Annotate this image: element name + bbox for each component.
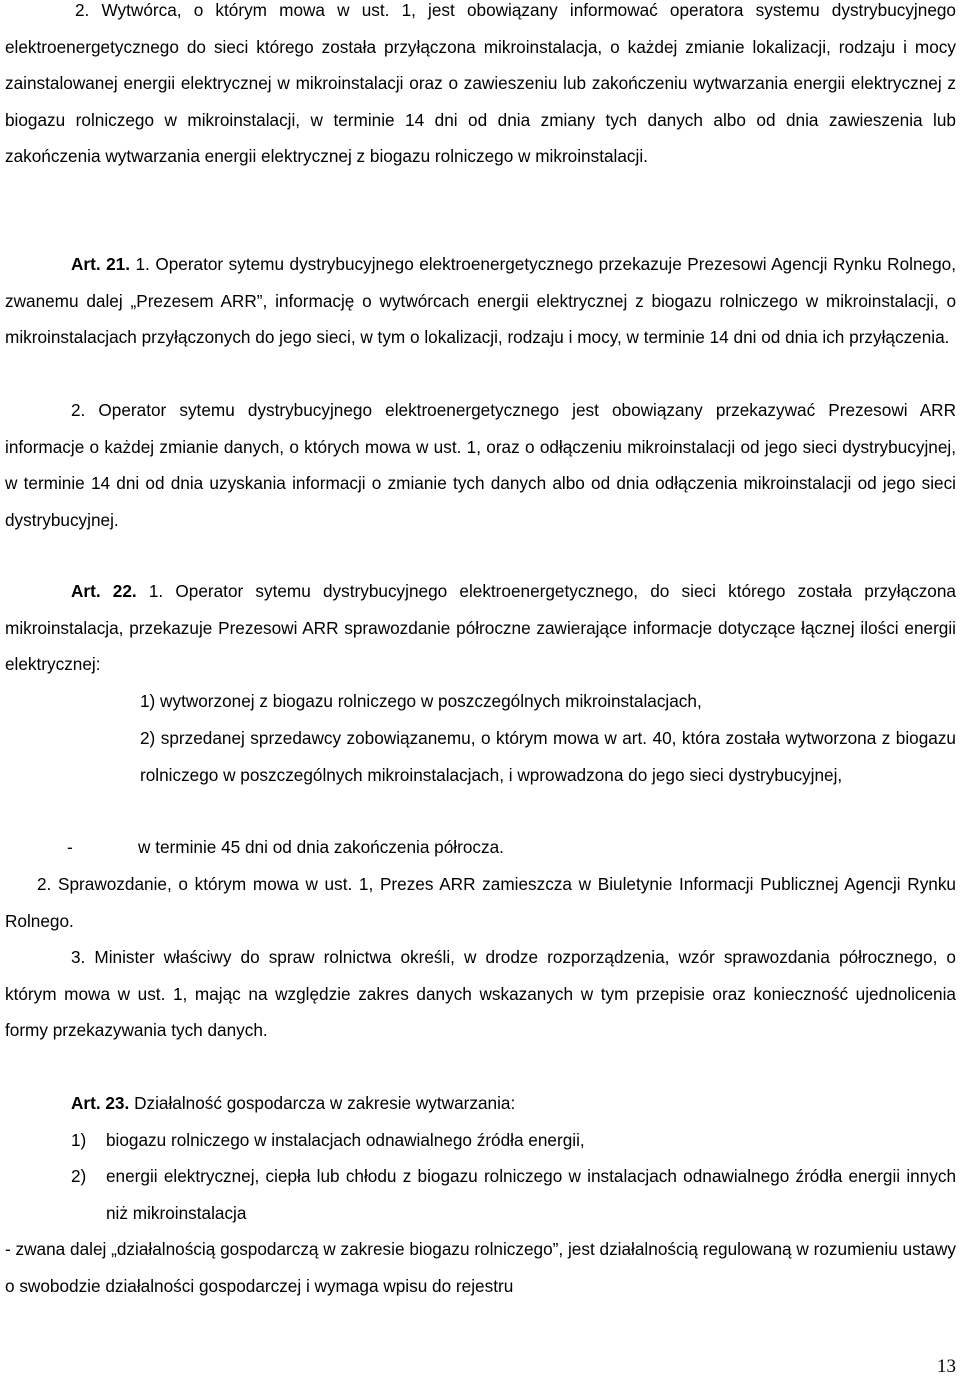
art23-item2-number: 2) [71, 1166, 87, 1186]
art22-deadline: w terminie 45 dni od dnia zakończenia półrocza. [138, 837, 504, 857]
art21-label: Art. 21. [71, 254, 130, 274]
art23-heading: Art. 23. Działalność gospodarcza w zakresie wytwarzania: [71, 1093, 516, 1113]
art23-item2: energii elektrycznej, ciepła lub chłodu z biogazu rolniczego w instalacjach odnawialnego źródła energii innych niż mikroinstalacja [106, 1166, 956, 1223]
art22-para1: Art. 22. 1. Operator sytemu dystrybucyjnego elektroenergetycznego, do sieci którego została przyłączona mikroinstalacja, przekazuje Prezesowi ARR sprawozdanie półroczne zawierające informacje dotyczące łącznej ilości energii elektrycznej: [5, 581, 956, 674]
art22-label: Art. 22. [71, 581, 137, 601]
art21-para1: Art. 21. 1. Operator sytemu dystrybucyjnego elektroenergetycznego przekazuje Prezesowi Agencji Rynku Rolnego, zwanemu dalej „Prezesem ARR”, informację o wytwórcach energii elektrycznej z biogazu rolniczego w mikroinstalacji, o mikroinstalacjach przyłączonych do jego sieci, w tym o lokalizacji, rodzaju i mocy, w terminie 14 dni od dnia ich przyłączenia. [5, 254, 956, 347]
art22-dash: - [67, 837, 73, 857]
art22-para2: 2. Sprawozdanie, o którym mowa w ust. 1, Prezes ARR zamieszcza w Biuletynie Informacji Publicznej Agencji Rynku Rolnego. [5, 874, 956, 931]
art23-item1: biogazu rolniczego w instalacjach odnawialnego źródła energii, [106, 1130, 585, 1150]
art23-item1-number: 1) [71, 1130, 87, 1150]
art22-item2: 2) sprzedanej sprzedawcy zobowiązanemu, o którym mowa w art. 40, która została wytworzona z biogazu rolniczego w poszczególnych mikroinstalacjach, i wprowadzona do jego sieci dystrybucyjnej, [140, 728, 956, 785]
art23-tail: - zwana dalej „działalnością gospodarczą w zakresie biogazu rolniczego”, jest działalnością regulowaną w rozumieniu ustawy o swobodzie działalności gospodarczej i wymaga wpisu do rejestru [5, 1239, 956, 1296]
art21-para2: 2. Operator sytemu dystrybucyjnego elektroenergetycznego jest obowiązany przekazywać Prezesowi ARR informacje o każdej zmianie danych, o których mowa w ust. 1, oraz o odłączeniu mikroinstalacji od jego sieci dystrybucyjnej, w terminie 14 dni od dnia uzyskania informacji o zmianie tych danych albo od dnia odłączenia mikroinstalacji od jego sieci dystrybucyjnej. [5, 400, 956, 530]
art23-label: Art. 23. [71, 1093, 130, 1113]
art20-para2: 2. Wytwórca, o którym mowa w ust. 1, jest obowiązany informować operatora systemu dystrybucyjnego elektroenergetycznego do sieci którego została przyłączona mikroinstalacja, o każdej zmianie lokalizacji, rodzaju i mocy zainstalowanej energii elektrycznej w mikroinstalacji oraz o zawieszeniu lub zakończeniu wytwarzania energii elektrycznej z biogazu rolniczego w mikroinstalacji, w terminie 14 dni od dnia zmiany tych danych albo od dnia zawieszenia lub zakończenia wytwarzania energii elektrycznej z biogazu rolniczego w mikroinstalacji. [5, 0, 956, 166]
art22-item1: 1) wytworzonej z biogazu rolniczego w poszczególnych mikroinstalacjach, [140, 691, 702, 711]
art22-para3: 3. Minister właściwy do spraw rolnictwa określi, w drodze rozporządzenia, wzór sprawozdania półrocznego, o którym mowa w ust. 1, mając na względzie zakres danych wskazanych w tym przepisie oraz konieczność ujednolicenia formy przekazywania tych danych. [5, 947, 956, 1040]
page-number: 13 [937, 1356, 956, 1377]
